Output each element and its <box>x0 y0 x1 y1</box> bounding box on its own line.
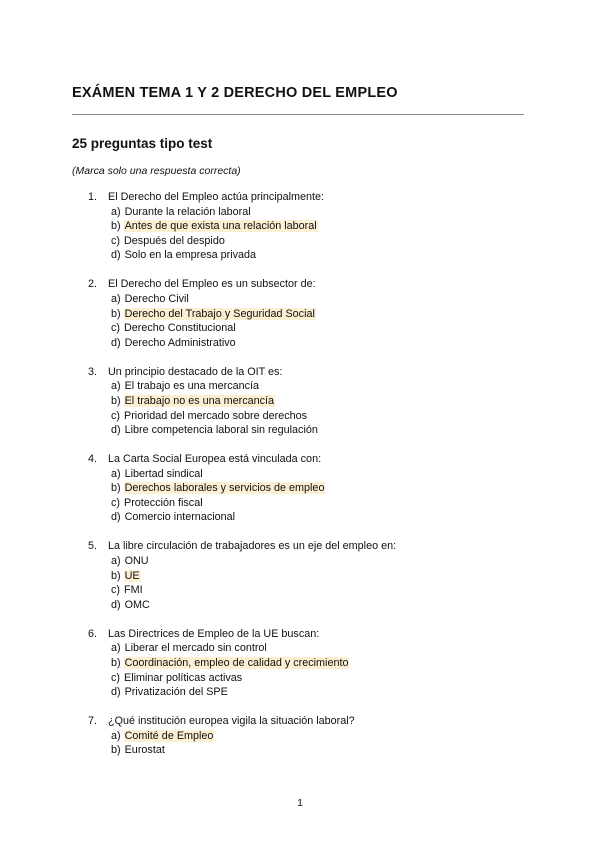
option-letter: c) <box>111 584 120 597</box>
answer-option <box>88 685 528 700</box>
question-line <box>88 627 528 642</box>
answer-option-correct <box>88 219 528 234</box>
answer-option <box>88 248 528 263</box>
exam-subtitle: 25 preguntas tipo test <box>72 136 213 151</box>
option-letter: a) <box>111 205 121 218</box>
question-item <box>88 452 528 525</box>
answer-option <box>88 409 528 424</box>
answer-option <box>88 743 528 758</box>
option-text: Derecho Civil <box>124 292 189 305</box>
option-letter: a) <box>111 380 121 393</box>
option-text: Prioridad del mercado sobre derechos <box>124 409 308 422</box>
option-letter: b) <box>111 482 121 495</box>
question-line <box>88 539 528 554</box>
exam-instruction: (Marca solo una respuesta correcta) <box>72 165 241 177</box>
option-letter: b) <box>111 394 121 407</box>
page-number: 1 <box>297 797 303 809</box>
option-text: Eurostat <box>124 744 165 757</box>
option-text: Libertad sindical <box>124 467 203 480</box>
option-text: Solo en la empresa privada <box>124 249 257 262</box>
option-letter: c) <box>111 234 120 247</box>
question-number: 7. <box>88 715 98 728</box>
question-text: El Derecho del Empleo es un subsector de: <box>108 278 316 291</box>
answer-option <box>88 467 528 482</box>
question-line <box>88 452 528 467</box>
answer-option-correct <box>88 307 528 322</box>
answer-option <box>88 234 528 249</box>
question-line <box>88 190 528 205</box>
option-letter: b) <box>111 656 121 669</box>
answer-option-correct <box>88 394 528 409</box>
option-letter: b) <box>111 307 121 320</box>
option-letter: d) <box>111 598 121 611</box>
question-line <box>88 714 528 729</box>
question-item <box>88 365 528 438</box>
question-text: ¿Qué institución europea vigila la situación laboral? <box>108 715 355 728</box>
answer-option <box>88 554 528 569</box>
highlighted-answer-text: Derecho del Trabajo y Seguridad Social <box>124 307 315 320</box>
option-letter: d) <box>111 424 121 437</box>
question-number: 4. <box>88 453 98 466</box>
question-text: La Carta Social Europea está vinculada con: <box>108 453 322 466</box>
answer-option <box>88 583 528 598</box>
answer-option-correct <box>88 729 528 744</box>
option-text: Después del despido <box>124 234 225 247</box>
option-letter: a) <box>111 729 121 742</box>
option-letter: c) <box>111 322 120 335</box>
option-text: Derecho Constitucional <box>124 322 236 335</box>
question-item <box>88 627 528 700</box>
option-letter: b) <box>111 569 121 582</box>
question-item <box>88 539 528 612</box>
option-text: Libre competencia laboral sin regulación <box>124 424 318 437</box>
option-text: El trabajo es una mercancía <box>124 380 260 393</box>
option-text: Protección fiscal <box>124 496 203 509</box>
option-text: Comercio internacional <box>124 511 236 524</box>
question-number: 3. <box>88 365 98 378</box>
option-text: Liberar el mercado sin control <box>124 642 267 655</box>
option-letter: c) <box>111 671 120 684</box>
question-text: El Derecho del Empleo actúa principalmente: <box>108 191 325 203</box>
highlighted-answer-text: Coordinación, empleo de calidad y crecimiento <box>124 656 349 669</box>
highlighted-answer-text: Derechos laborales y servicios de empleo <box>124 482 325 495</box>
option-letter: b) <box>111 744 121 757</box>
title-divider <box>72 114 524 115</box>
option-letter: a) <box>111 467 121 480</box>
option-text: ONU <box>124 555 149 568</box>
option-text: Eliminar políticas activas <box>124 671 243 684</box>
question-number: 5. <box>88 540 98 553</box>
option-letter: c) <box>111 496 120 509</box>
question-number: 1. <box>88 191 98 203</box>
answer-option-correct <box>88 481 528 496</box>
question-number: 6. <box>88 627 98 640</box>
question-line <box>88 365 528 380</box>
answer-option <box>88 496 528 511</box>
highlighted-answer-text: Antes de que exista una relación laboral <box>124 220 317 233</box>
question-item <box>88 190 528 263</box>
option-text: Durante la relación laboral <box>124 205 251 218</box>
question-list <box>88 190 528 772</box>
option-letter: a) <box>111 292 121 305</box>
answer-option <box>88 321 528 336</box>
option-letter: d) <box>111 336 121 349</box>
option-text: Derecho Administrativo <box>124 336 236 349</box>
answer-option-correct <box>88 656 528 671</box>
option-letter: a) <box>111 555 121 568</box>
question-text: Las Directrices de Empleo de la UE buscan: <box>108 627 320 640</box>
answer-option <box>88 641 528 656</box>
option-letter: d) <box>111 511 121 524</box>
highlighted-answer-text: El trabajo no es una mercancía <box>124 394 275 407</box>
question-line <box>88 277 528 292</box>
option-letter: a) <box>111 642 121 655</box>
option-letter: d) <box>111 686 121 699</box>
answer-option <box>88 205 528 220</box>
option-letter: b) <box>111 220 121 233</box>
option-letter: c) <box>111 409 120 422</box>
answer-option <box>88 292 528 307</box>
answer-option <box>88 379 528 394</box>
answer-option <box>88 598 528 613</box>
question-text: La libre circulación de trabajadores es un eje del empleo en: <box>108 540 397 553</box>
question-number: 2. <box>88 278 98 291</box>
option-text: FMI <box>124 584 143 597</box>
question-item <box>88 277 528 350</box>
option-text: OMC <box>124 598 150 611</box>
question-text: Un principio destacado de la OIT es: <box>108 365 283 378</box>
option-letter: d) <box>111 249 121 262</box>
highlighted-answer-text: UE <box>124 569 140 582</box>
answer-option <box>88 336 528 351</box>
option-text: Privatización del SPE <box>124 686 228 699</box>
answer-option <box>88 510 528 525</box>
question-item <box>88 714 528 758</box>
exam-title: EXÁMEN TEMA 1 Y 2 DERECHO DEL EMPLEO <box>72 85 398 101</box>
answer-option <box>88 423 528 438</box>
answer-option <box>88 671 528 686</box>
answer-option-correct <box>88 569 528 584</box>
highlighted-answer-text: Comité de Empleo <box>124 729 214 742</box>
